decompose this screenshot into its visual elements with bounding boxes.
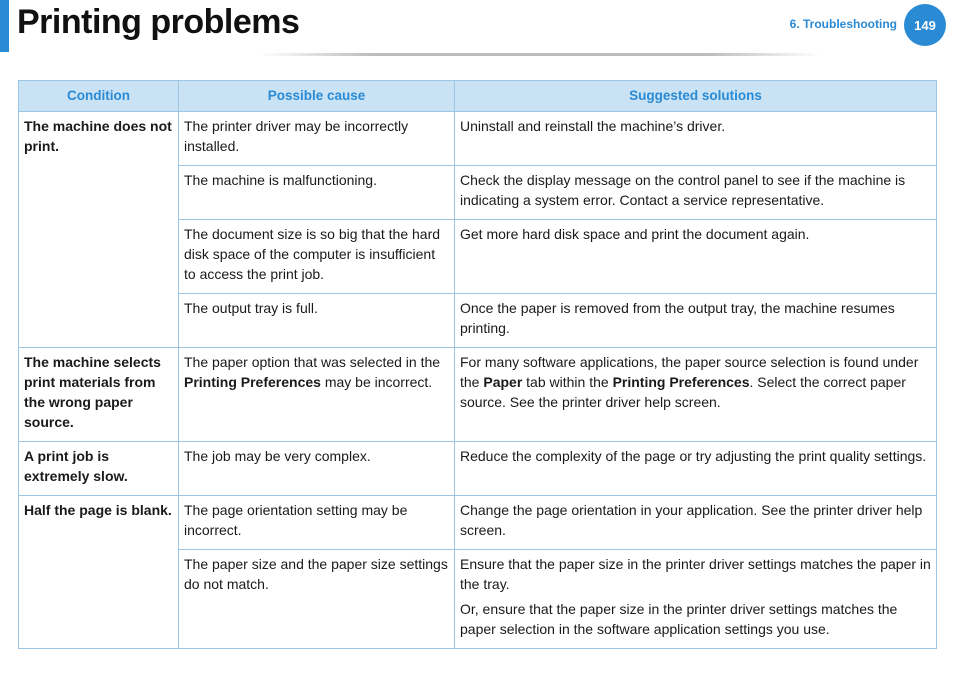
- section-label: 6. Troubleshooting: [789, 17, 897, 31]
- page-header: [0, 0, 954, 58]
- cause-cell: The job may be very complex.: [179, 442, 455, 496]
- page-title: Printing problems: [17, 3, 300, 41]
- cause-cell: The printer driver may be incorrectly installed.: [179, 112, 455, 166]
- solution-cell: Check the display message on the control panel to see if the machine is indicating a system error. Contact a service representative.: [455, 166, 937, 220]
- table-row: [19, 112, 937, 166]
- cause-text: may be incorrect.: [320, 374, 433, 390]
- cause-cell: The machine is malfunctioning.: [179, 166, 455, 220]
- solution-cell: [455, 550, 937, 649]
- solution-paragraph: Or, ensure that the paper size in the printer driver settings matches the paper selection in the software application settings you use.: [460, 601, 898, 637]
- solution-emphasis: Printing Preferences: [612, 374, 750, 390]
- page-number-badge: 149: [904, 4, 946, 46]
- solution-cell: Reduce the complexity of the page or try adjusting the print quality settings.: [455, 442, 937, 496]
- table-row: [19, 442, 937, 496]
- solution-paragraph: Ensure that the paper size in the printer driver settings matches the paper in the tray.: [460, 556, 931, 592]
- column-header-cause: Possible cause: [179, 81, 455, 112]
- solution-cell: Uninstall and reinstall the machine’s driver.: [455, 112, 937, 166]
- solution-text: . Select the correct paper source. See the printer driver help screen.: [460, 374, 906, 410]
- solution-cell: [455, 348, 937, 442]
- cause-emphasis: Printing Preferences: [184, 374, 321, 390]
- column-header-solutions: Suggested solutions: [455, 81, 937, 112]
- cause-cell: The paper size and the paper size settings do not match.: [179, 550, 455, 649]
- solution-cell: Once the paper is removed from the output tray, the machine resumes printing.: [455, 294, 937, 348]
- table-row: [19, 348, 937, 442]
- solution-text: tab within the: [522, 374, 613, 390]
- cause-cell: The page orientation setting may be incorrect.: [179, 496, 455, 550]
- table-row: [19, 496, 937, 550]
- title-underline: [260, 53, 820, 56]
- solution-emphasis: Paper: [483, 374, 523, 390]
- cause-text: The paper option that was selected in the: [184, 354, 441, 370]
- solution-cell: Get more hard disk space and print the document again.: [455, 220, 937, 294]
- solution-text: For many software applications, the paper source selection is found under the: [460, 354, 919, 390]
- accent-bar: [0, 0, 9, 52]
- table-header-row: [19, 81, 937, 112]
- condition-cell: The machine does not print.: [19, 112, 179, 348]
- condition-cell: A print job is extremely slow.: [19, 442, 179, 496]
- troubleshooting-table: [18, 80, 937, 649]
- condition-cell: The machine selects print materials from the wrong paper source.: [19, 348, 179, 442]
- cause-cell: The document size is so big that the hard disk space of the computer is insufficient to access the print job.: [179, 220, 455, 294]
- cause-cell: [179, 348, 455, 442]
- cause-cell: The output tray is full.: [179, 294, 455, 348]
- condition-cell: Half the page is blank.: [19, 496, 179, 649]
- column-header-condition: Condition: [19, 81, 179, 112]
- solution-cell: Change the page orientation in your application. See the printer driver help screen.: [455, 496, 937, 550]
